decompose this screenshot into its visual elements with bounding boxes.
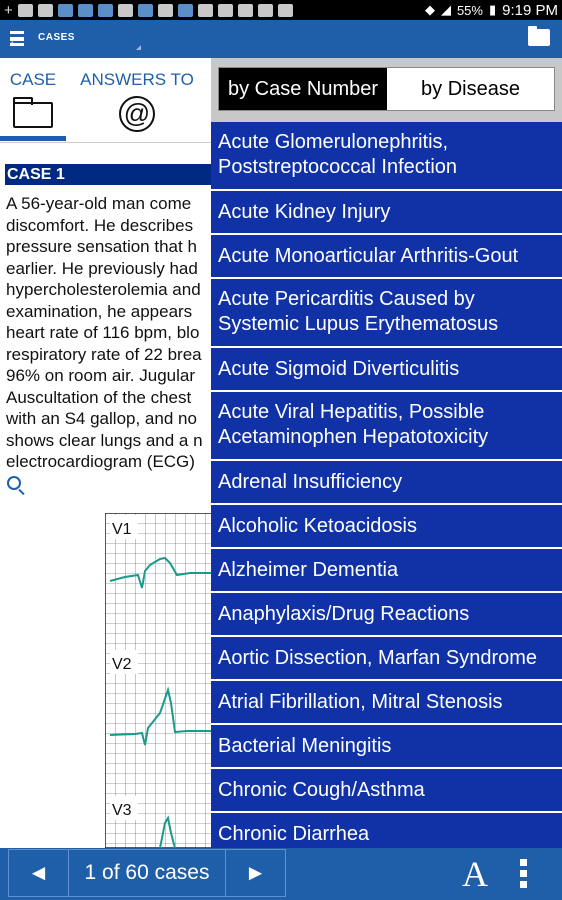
list-item[interactable]: Alcoholic Ketoacidosis	[211, 505, 562, 549]
list-item[interactable]: Adrenal Insufficiency	[211, 461, 562, 505]
case-line: hypercholesterolemia and	[6, 280, 201, 299]
bottom-bar	[0, 848, 562, 900]
add-icon: +	[4, 1, 13, 19]
linkedin-icon	[138, 4, 153, 17]
action-bar	[0, 20, 562, 58]
content-tabs	[0, 58, 220, 142]
download-icon	[258, 4, 273, 17]
list-item[interactable]: Alzheimer Dementia	[211, 549, 562, 593]
app-notification-icon	[158, 4, 173, 17]
calendar-icon	[18, 4, 33, 17]
list-item[interactable]: Atrial Fibrillation, Mitral Stenosis	[211, 681, 562, 725]
list-item[interactable]: Bacterial Meningitis	[211, 725, 562, 769]
image-icon	[278, 4, 293, 17]
case-line: examination, he appears	[6, 301, 193, 321]
case-line: earlier. He previously had	[6, 258, 198, 278]
notification-icons	[4, 1, 293, 19]
ecg-lead-label: V1	[112, 521, 132, 538]
folder-icon	[13, 102, 53, 128]
list-item[interactable]: Acute Kidney Injury	[211, 191, 562, 235]
signal-icon: ◢	[440, 2, 451, 17]
case-line: Auscultation of the chest	[6, 387, 192, 407]
list-item[interactable]: Acute Monoarticular Arthritis-Gout	[211, 235, 562, 279]
at-icon: @	[119, 96, 155, 132]
case-line: electrocardiogram (ECG)	[6, 452, 195, 471]
tab-divider	[0, 142, 220, 143]
list-item[interactable]: Acute Pericarditis Caused by Systemic Lupus Erythematosus	[211, 279, 562, 348]
menu-icon[interactable]	[4, 28, 26, 50]
font-size-icon[interactable]: A	[462, 854, 488, 894]
previous-case-button[interactable]: ◄	[9, 850, 69, 896]
linkedin-icon	[78, 4, 93, 17]
case-list-drawer	[211, 58, 562, 848]
list-item[interactable]: Chronic Diarrhea	[211, 813, 562, 848]
list-item[interactable]: Acute Glomerulonephritis, Poststreptococcal Infection	[211, 122, 562, 191]
status-bar	[0, 0, 562, 20]
linkedin-icon	[58, 4, 73, 17]
ecg-lead-label: V2	[112, 656, 132, 673]
clock: 9:19 PM	[502, 1, 558, 19]
ecg-lead-label: V3	[112, 802, 132, 819]
sort-by-disease-button[interactable]: by Disease	[387, 68, 554, 110]
linkedin-icon	[98, 4, 113, 17]
list-item[interactable]: Anaphylaxis/Drug Reactions	[211, 593, 562, 637]
wifi-icon: ◆	[424, 2, 435, 17]
ecg-figure	[105, 513, 225, 848]
case-line: shows clear lungs and a n	[6, 430, 203, 450]
app-notification-icon	[38, 4, 53, 17]
app-notification-icon	[238, 4, 253, 17]
app-notification-icon	[218, 4, 233, 17]
tab-case-label: CASE	[9, 70, 57, 89]
folder-icon[interactable]	[528, 29, 550, 46]
case-line: pressure sensation that h	[6, 237, 197, 256]
overflow-menu-icon[interactable]	[520, 859, 528, 892]
sort-by-case-number-button[interactable]: by Case Number	[219, 68, 387, 110]
list-item[interactable]: Aortic Dissection, Marfan Syndrome	[211, 637, 562, 681]
case-line: respiratory rate of 22 brea	[6, 344, 202, 364]
zoom-in-icon[interactable]	[7, 476, 21, 490]
battery-text: 55%	[456, 2, 483, 18]
case-list	[211, 122, 562, 848]
dropdown-indicator-icon	[136, 45, 141, 50]
case-pager	[8, 849, 286, 897]
app-notification-icon	[118, 4, 133, 17]
case-line: heart rate of 116 bpm, blo	[6, 323, 200, 342]
sort-segmented-control	[218, 67, 555, 111]
tab-answers-label: ANSWERS TO	[80, 70, 194, 89]
case-line: A 56-year-old man come	[6, 194, 192, 213]
active-tab-indicator	[0, 136, 66, 141]
app-notification-icon	[198, 4, 213, 17]
battery-icon: ▮	[488, 2, 497, 17]
case-line: 96% on room air. Jugular	[6, 366, 195, 385]
case-count: 1 of 60 cases	[84, 861, 210, 884]
case-line: discomfort. He describes	[6, 215, 194, 235]
case-title: CASE 1	[5, 164, 220, 185]
list-item[interactable]: Acute Viral Hepatitis, Possible Acetaminophen Hepatotoxicity	[211, 392, 562, 461]
list-item[interactable]: Acute Sigmoid Diverticulitis	[211, 348, 562, 392]
case-line: with an S4 gallop, and no	[6, 409, 197, 428]
linkedin-icon	[178, 4, 193, 17]
next-case-button[interactable]: ►	[225, 850, 285, 896]
app-title[interactable]: CASES	[38, 32, 75, 43]
list-item[interactable]: Chronic Cough/Asthma	[211, 769, 562, 813]
tab-case[interactable]	[0, 58, 66, 142]
tab-answers[interactable]	[72, 58, 202, 142]
system-icons	[425, 2, 558, 19]
case-description	[6, 193, 226, 473]
